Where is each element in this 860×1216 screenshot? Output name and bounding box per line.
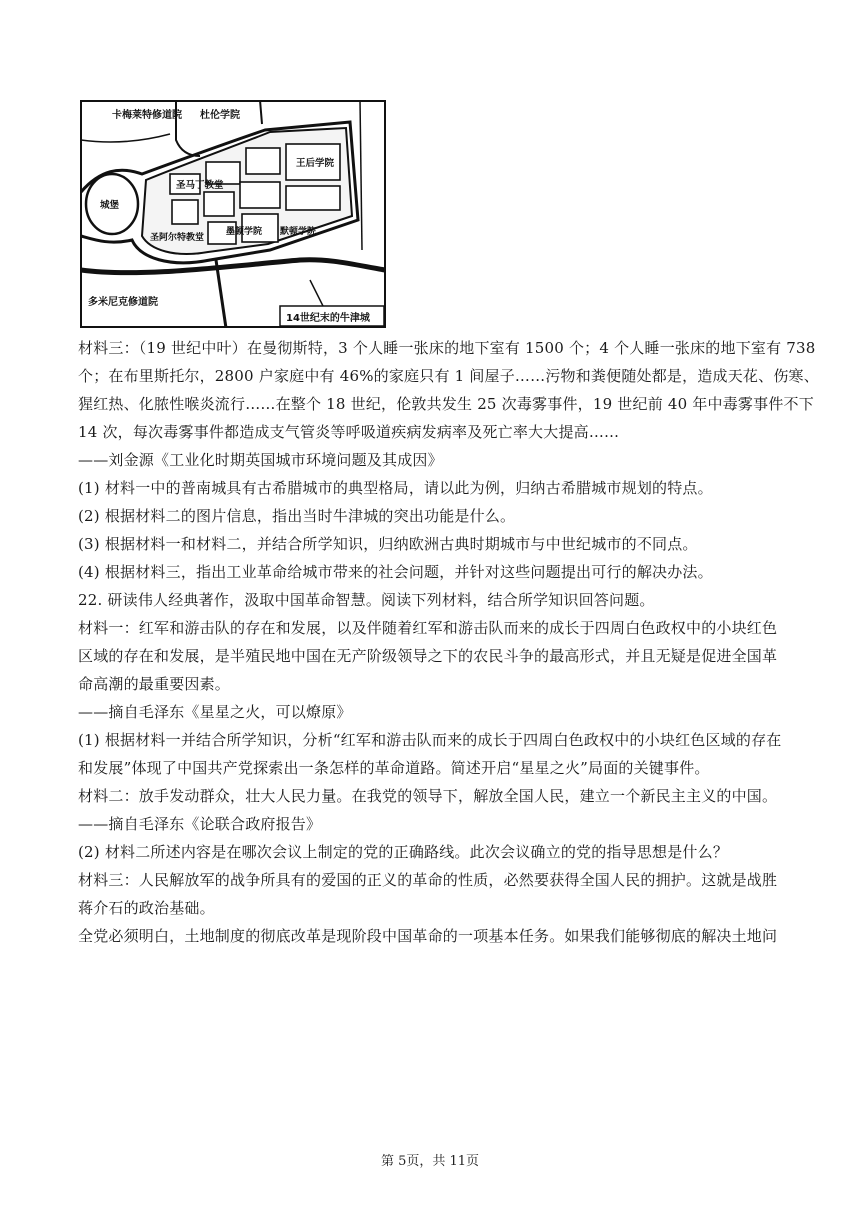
question-item: (1) 根据材料一并结合所学知识，分析“红军和游击队而来的成长于四周白色政权中的小块红色区域的存在 [78,731,782,749]
page-footer: 第 5页，共 11页 [380,1154,480,1169]
question-item: (4) 根据材料三，指出工业革命给城市带来的社会问题，并针对这些问题提出可行的解决办法。 [78,563,713,581]
source-citation: ——摘自毛泽东《论联合政府报告》 [78,815,322,833]
question-item: (2) 根据材料二的图片信息，指出当时牛津城的突出功能是什么。 [78,507,516,525]
text-line: 材料一：红军和游击队的存在和发展，以及伴随着红军和游击队而来的成长于四周白色政权中的小块红色 [78,619,778,637]
map-label-carmelite: 卡梅莱特修道院 [112,110,182,121]
map-label-queens: 王后学院 [296,158,335,169]
text-line: 区域的存在和发展，是半殖民地中国在无产阶级领导之下的农民斗争的最高形式，并且无疑是促进全国革 [78,647,778,665]
question-heading: 22. 研读伟人经典著作，汲取中国革命智慧。阅读下列材料，结合所学知识回答问题。 [78,591,655,609]
text-line: 14 次，每次毒雾事件都造成支气管炎等呼吸道疾病发病率及死亡率大大提高…… [78,423,620,441]
map-label-dominican: 多米尼克修道院 [88,297,158,308]
text-line: 命高潮的最重要因素。 [78,675,231,693]
question-item: (1) 材料一中的普南城具有古希腊城市的典型格局，请以此为例，归纳古希腊城市规划的特点。 [78,479,713,497]
source-citation: ——刘金源《工业化时期英国城市环境问题及其成因》 [78,451,443,469]
map-label-durham: 杜伦学院 [200,110,240,121]
source-citation: ——摘自毛泽东《星星之火，可以燎原》 [78,703,352,721]
map-caption: 14世纪末的牛津城 [286,313,370,324]
text-line: 材料二：放手发动群众，壮大人民力量。在我党的领导下，解放全国人民，建立一个新民主主义的中国。 [78,787,778,805]
map-label-merton: 墨顿学院 [226,227,263,237]
text-line: 全党必须明白，土地制度的彻底改革是现阶段中国革命的一项基本任务。如果我们能够彻底的解决土地问 [78,927,778,945]
text-line: 材料三：（19 世纪中叶）在曼彻斯特，3 个人睡一张床的地下室有 1500 个；4 个人睡一张床的地下室有 738 [78,339,816,357]
text-line: 猩红热、化脓性喉炎流行……在整个 18 世纪，伦敦共发生 25 次毒雾事件，19 世纪前 40 年中毒雾事件不下 [78,395,814,413]
question-item: (2) 材料二所述内容是在哪次会议上制定的党的正确路线。此次会议确立的党的指导思想是什么？ [78,843,729,861]
document-body [78,334,819,950]
text-line: 蒋介石的政治基础。 [78,899,215,917]
oxford-map-figure [80,100,386,328]
question-item: (3) 根据材料一和材料二，并结合所学知识，归纳欧洲古典时期城市与中世纪城市的不同点。 [78,535,698,553]
map-label-stfrideswide: 圣阿尔特教堂 [150,233,205,243]
text-line: 材料三：人民解放军的战争所具有的爱国的正义的革命的性质，必然要获得全国人民的拥护。这就是战胜 [78,871,778,889]
map-label-merton2: 默顿学院 [280,227,317,237]
question-item: 和发展”体现了中国共产党探索出一条怎样的革命道路。简述开启“星星之火”局面的关键事件。 [78,759,710,777]
map-label-stmartin: 圣马丁教堂 [176,180,224,191]
text-line: 个；在布里斯托尔，2800 户家庭中有 46%的家庭只有 1 间屋子……污物和粪便随处都是，造成天花、伤寒、 [78,367,819,385]
map-label-castle: 城堡 [100,200,120,211]
oxford-map [80,100,386,328]
